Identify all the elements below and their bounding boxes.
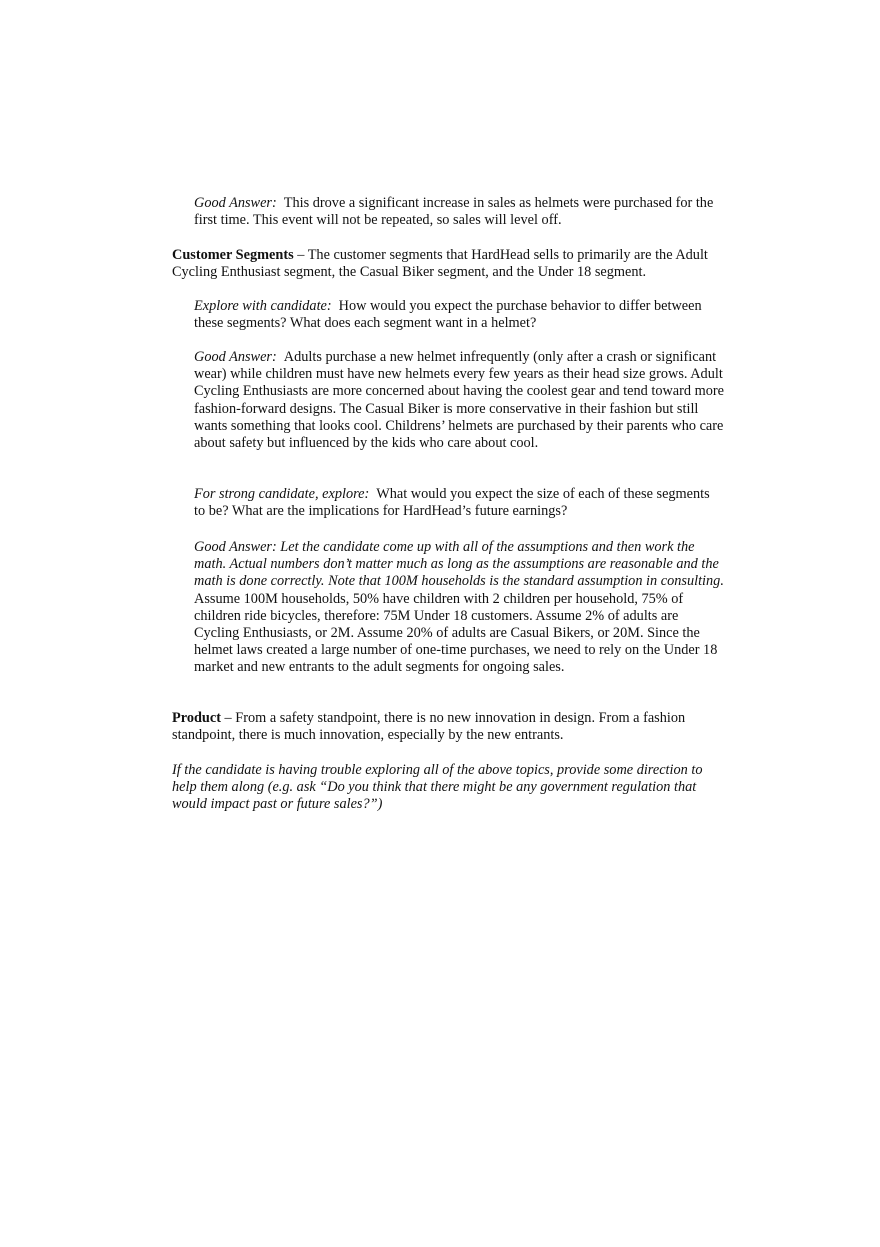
explore-label: Explore with candidate: bbox=[194, 298, 332, 314]
good-answer-math-paragraph bbox=[194, 539, 724, 677]
customer-segments-text: – The customer segments that HardHead sells to primarily are the Adult Cycling Enthusiast segment, the Casual Biker segment, and the Under 18 segment. bbox=[172, 247, 708, 281]
strong-candidate-label: For strong candidate, explore: bbox=[194, 486, 370, 502]
good-answer-math-text: Assume 100M households, 50% have children with 2 children per household, 75% of children ride bicycles, therefore: 75M Under 18 customers. Assume 2% of adults are Cycling Enthusiasts, or 2M. Assume 20% of adults are Casual Bikers, or 20M. Since the helmet laws created a large number of one-time purchases, we need to rely on the Under 18 market and new entrants to the adult segments for ongoing sales. bbox=[194, 590, 718, 676]
good-answer-label: Good Answer: bbox=[194, 195, 277, 211]
product-paragraph bbox=[172, 710, 727, 744]
customer-segments-heading: Customer Segments bbox=[172, 247, 294, 263]
explore-with-candidate-paragraph bbox=[194, 298, 724, 332]
strong-candidate-paragraph bbox=[194, 486, 724, 520]
good-answer-label: Good Answer: bbox=[194, 349, 277, 365]
explore-text: How would you expect the purchase behavior to differ between these segments? What does each segment want in a helmet? bbox=[194, 298, 702, 332]
interviewer-note-text: If the candidate is having trouble exploring all of the above topics, provide some direction to help them along (e.g. ask “Do you think that there might be any government regulation that would impact past or future sales?”) bbox=[172, 762, 703, 813]
good-answer-text: Adults purchase a new helmet infrequently (only after a crash or significant wear) while children must have new helmets every few years as their head size grows. Adult Cycling Enthusiasts are more concerned about having the coolest gear and tend toward more fashion-forward designs. The Casual Biker is more conservative in their fashion but still wants something that looks cool. Childrens’ helmets are purchased by their parents who care about safety but influenced by the kids who care about cool. bbox=[194, 349, 725, 452]
product-heading: Product bbox=[172, 710, 221, 726]
interviewer-note-paragraph bbox=[172, 762, 727, 814]
customer-segments-paragraph bbox=[172, 247, 727, 281]
good-answer-sales-paragraph bbox=[194, 195, 724, 229]
strong-candidate-text: What would you expect the size of each of these segments to be? What are the implications for HardHead’s future earnings? bbox=[194, 486, 710, 520]
good-answer-segments-paragraph bbox=[194, 349, 724, 452]
product-text: – From a safety standpoint, there is no new innovation in design. From a fashion standpoint, there is much innovation, especially by the new entrants. bbox=[172, 710, 686, 744]
good-answer-math-italic: Good Answer: Let the candidate come up with all of the assumptions and then work the math. Actual numbers don’t matter much as long as the assumptions are reasonable and the math is done correctly. Note that 100M households is the standard assumption in consulting. bbox=[194, 539, 724, 590]
good-answer-text: This drove a significant increase in sales as helmets were purchased for the first time. This event will not be repeated, so sales will level off. bbox=[194, 195, 714, 229]
